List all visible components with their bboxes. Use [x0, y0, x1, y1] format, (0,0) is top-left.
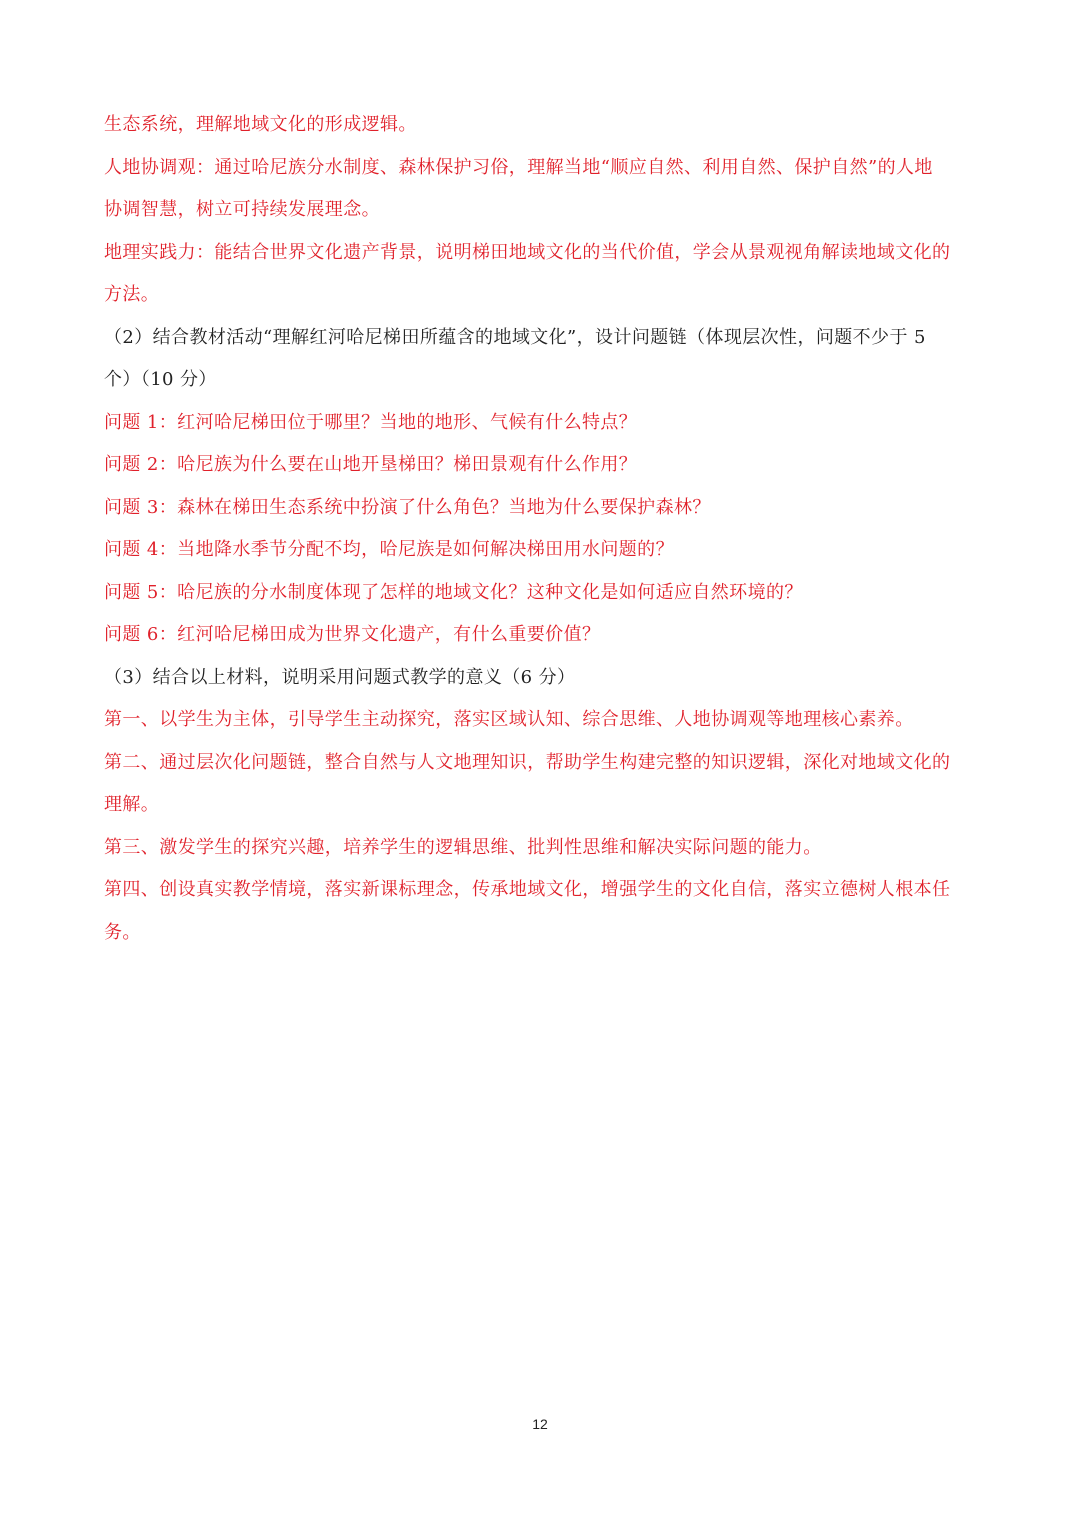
significance-4-line-1: 第四、创设真实教学情境，落实新课标理念，传承地域文化，增强学生的文化自信，落实立德树人根本任 — [104, 879, 951, 900]
significance-2-line-2: 理解。 — [104, 794, 160, 815]
problem-4: 问题 4：当地降水季节分配不均，哈尼族是如何解决梯田用水问题的？ — [104, 539, 674, 560]
answer-line-human-land-1: 人地协调观：通过哈尼族分水制度、森林保护习俗，理解当地“顺应自然、利用自然、保护自然”的人地 — [104, 156, 933, 178]
page-number: 12 — [532, 1416, 548, 1432]
answer-line-ecosystem: 生态系统，理解地域文化的形成逻辑。 — [104, 114, 417, 135]
question-2-line-2: 个）（10 分） — [104, 369, 217, 390]
question-2-line-1: （2）结合教材活动“理解红河哈尼梯田所蕴含的地域文化”，设计问题链（体现层次性，问题不少于 5 — [104, 326, 926, 348]
significance-2-line-1: 第二、通过层次化问题链，整合自然与人文地理知识，帮助学生构建完整的知识逻辑，深化对地域文化的 — [104, 751, 951, 773]
problem-3: 问题 3：森林在梯田生态系统中扮演了什么角色？当地为什么要保护森林？ — [104, 496, 711, 518]
question-3: （3）结合以上材料，说明采用问题式教学的意义（6 分） — [104, 666, 576, 688]
answer-line-geo-practice-2: 方法。 — [104, 284, 160, 305]
problem-6: 问题 6：红河哈尼梯田成为世界文化遗产，有什么重要价值？ — [104, 624, 601, 645]
problem-2: 问题 2：哈尼族为什么要在山地开垦梯田？梯田景观有什么作用？ — [104, 454, 638, 475]
significance-4-line-2: 务。 — [104, 921, 141, 943]
significance-1: 第一、以学生为主体，引导学生主动探究，落实区域认知、综合思维、人地协调观等地理核心素养。 — [104, 709, 914, 730]
answer-line-human-land-2: 协调智慧，树立可持续发展理念。 — [104, 199, 380, 220]
problem-5: 问题 5：哈尼族的分水制度体现了怎样的地域文化？这种文化是如何适应自然环境的？ — [104, 581, 803, 603]
page-content — [104, 104, 980, 954]
answer-line-geo-practice-1: 地理实践力：能结合世界文化遗产背景，说明梯田地域文化的当代价值，学会从景观视角解读地域文化的 — [104, 241, 951, 263]
significance-3: 第三、激发学生的探究兴趣，培养学生的逻辑思维、批判性思维和解决实际问题的能力。 — [104, 836, 822, 858]
problem-1: 问题 1：红河哈尼梯田位于哪里？当地的地形、气候有什么特点？ — [104, 411, 638, 433]
